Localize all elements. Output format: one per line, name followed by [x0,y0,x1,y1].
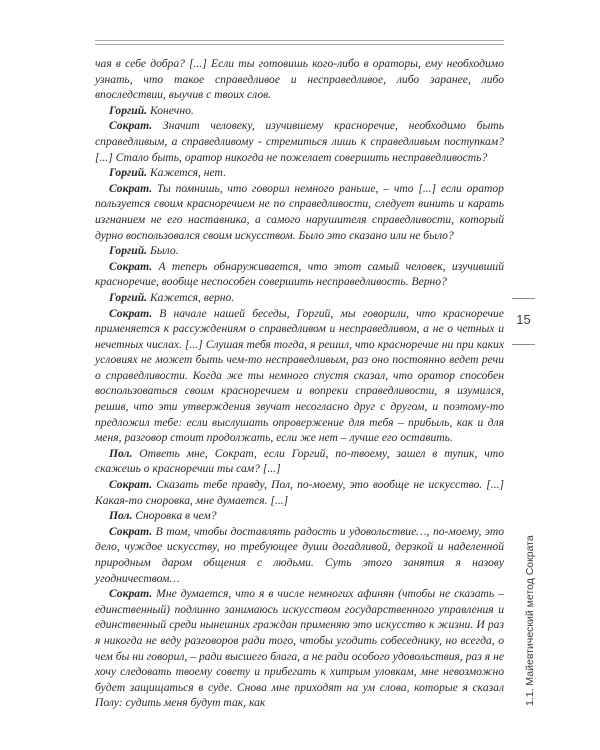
paragraph [95,524,504,586]
paragraph [95,508,504,524]
paragraph-text: Кажется, нет. [149,166,226,180]
speaker-name: Сократ. [109,259,153,273]
paragraph-text: В том, чтобы доставлять радость и удовольствие…, по-моему, это дело, чуждое искусству, но требующее души догадливой, дерзкой и наделенной природным даром общения с людьми. Суть этого занятия я назову угодничеством… [95,524,504,585]
speaker-name: Горгий. [109,244,148,258]
paragraph-text: Мне думается, что я в числе немногих афинян (чтобы не сказать – единственный) подлинно занимаюсь искусством государственного управления и единственный среди нынешних граждан применяю это искусство к жизни. И раз я никогда не веду разговоров ради того, чтобы угодить собеседнику, но всегда, о чем бы ни говорил, – ради высшего блага, а не ради особого удовольствия, раз я не хочу следовать твоему совету и прибегать к хитрым уловкам, мне невозможно будет защищаться в суде. Снова мне приходят на ум слова, которые я сказал Полу: судить меня будут так, как [95,587,504,710]
speaker-name: Сократ. [109,478,153,492]
page-number-rule-top [512,298,535,299]
paragraph [95,446,504,477]
paragraph [95,165,504,181]
page-number-rule-bottom [512,344,535,345]
paragraph-text: А теперь обнаруживается, что этот самый человек, изучивший красноречие, вообще неспособен совершить несправедливость. Верно? [95,259,504,289]
speaker-name: Сократ. [109,306,153,320]
speaker-name: Сократ. [109,587,153,601]
paragraph [95,103,504,119]
header-rule-bottom [95,44,504,45]
page-number: 15 [516,312,531,327]
paragraph-text: Конечно. [149,103,194,117]
speaker-name: Горгий. [109,103,148,117]
paragraph [95,259,504,290]
body-text [95,56,504,711]
speaker-name: Сократ. [109,181,153,195]
paragraph [95,306,504,446]
speaker-name: Сократ. [109,524,153,538]
paragraph-text: В начале нашей беседы, Горгий, мы говорили, что красноречие применяется к рассуждениям о справедливом и несправедливом, а не о четных и нечетных числах. [...] Слушая тебя тогда, я решил, что красноречие ни при каких условиях не может быть чем-то несправедливым, раз оно постоянно ведет речи о справедливости. Когда же ты немного спустя сказал, что оратор способен воспользоваться своим красноречием и вопреки справедливости, я изумился, решив, что эти утверждения звучат несогласно друг с другом, и поэтому-то предложил тебе: если выслушать опровержение для тебя – прибыль, как и для меня, разговор стоит продолжать, если же нет – лучше его оставить. [95,306,504,445]
paragraph [95,118,504,165]
header-rule-top [95,40,504,41]
paragraph-text: Кажется, верно. [149,290,235,304]
paragraph-text: Значит человеку, изучившему красноречие, необходимо быть справедливым, а справедливому - стремиться лишь к справедливым поступкам? [...] Стало быть, оратор никогда не пожелает совершить несправедливость? [95,119,504,164]
paragraph-text: Было. [149,244,179,258]
running-head: 1.1. Майевтический метод Сократа [524,535,536,706]
paragraph [95,56,504,103]
paragraph [95,181,504,243]
paragraph [95,243,504,259]
paragraph-text: Сноровка в чем? [135,509,217,523]
speaker-name: Горгий. [109,166,148,180]
speaker-name: Пол. [109,509,133,523]
paragraph-text: Ты помнишь, что говорил немного раньше, – что [...] если оратор пользуется своим красноречием не по справедливости, следует винить и карать изгнанием не его наставника, а самого нарушителя справедливости, который дурно воспользовался своим искусством. Было это сказано или не было? [95,181,504,242]
paragraph-text: Сказать тебе правду, Пол, по-моему, это вообще не искусство. [...] Какая-то сноровка, мне думается. [...] [95,478,505,507]
speaker-name: Сократ. [109,119,153,133]
paragraph-text: чая в себе добра? [...] Если ты готовишь кого-либо в ораторы, ему необходимо узнать, что такое справедливое и несправедливое, либо заранее, либо впоследствии, выучив с твоих слов. [95,57,504,102]
speaker-name: Горгий. [109,290,148,304]
speaker-name: Пол. [109,446,133,460]
paragraph-text: Ответь мне, Сократ, если Горгий, по-твоему, зашел в тупик, что скажешь о красноречии ты сам? [...] [95,446,504,476]
paragraph [95,290,504,306]
paragraph [95,477,504,508]
paragraph [95,586,504,711]
